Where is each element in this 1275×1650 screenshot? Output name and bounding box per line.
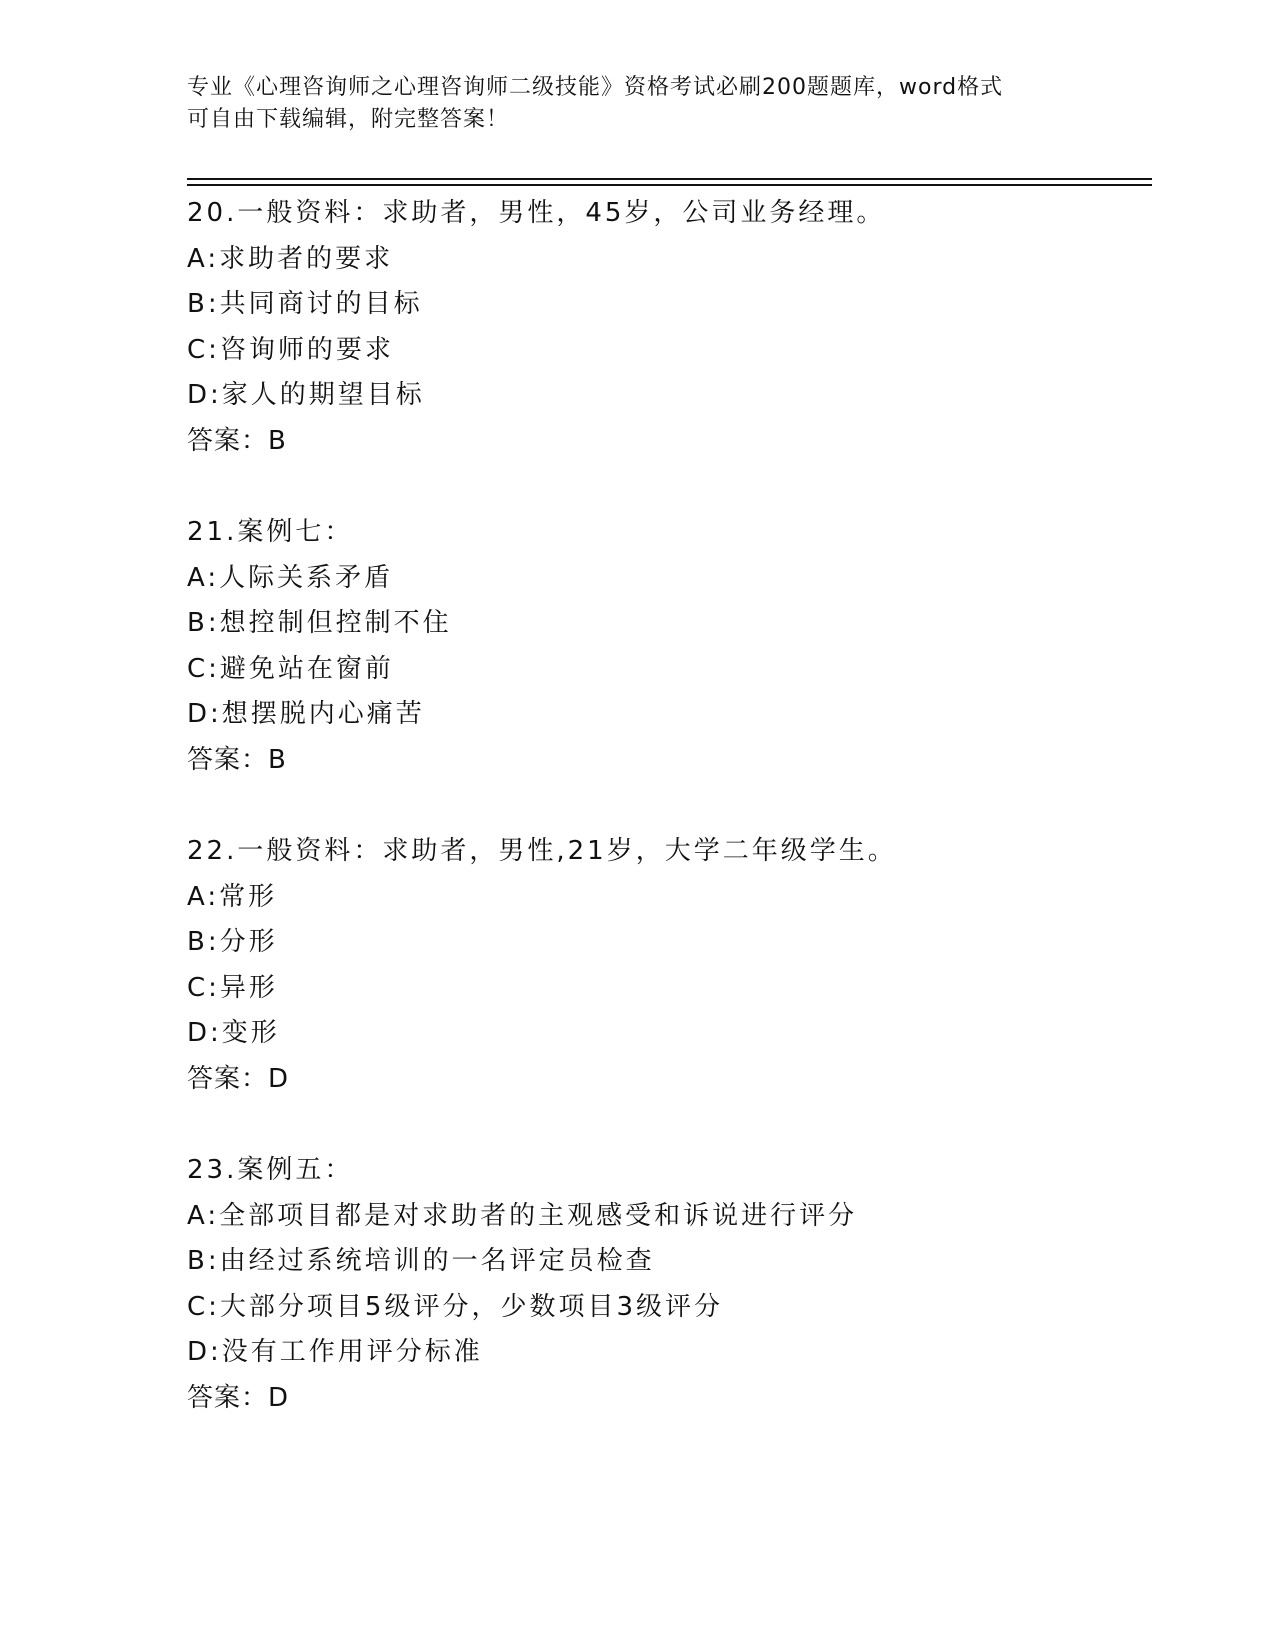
answer-line: 答案：B [187, 744, 287, 775]
option-c: C:避免站在窗前 [187, 653, 394, 684]
question-stem: 20.一般资料：求助者，男性，45岁，公司业务经理。 [187, 198, 886, 228]
question-stem: 23.案例五： [187, 1155, 354, 1185]
question-20 [187, 191, 1147, 464]
question-stem: 22.一般资料：求助者，男性,21岁，大学二年级学生。 [187, 836, 897, 866]
question-23 [187, 1148, 1147, 1421]
option-d: D:想摆脱内心痛苦 [187, 699, 425, 729]
option-c: C:异形 [187, 972, 278, 1003]
header-line-2: 可自由下载编辑，附完整答案！ [187, 107, 510, 132]
option-b: B:分形 [187, 927, 278, 957]
option-d: D:家人的期望目标 [187, 380, 425, 410]
question-21 [187, 510, 1147, 783]
answer-line: 答案：D [187, 1382, 290, 1413]
option-b: B:由经过系统培训的一名评定员检查 [187, 1246, 655, 1276]
option-c: C:大部分项目5级评分，少数项目3级评分 [187, 1291, 723, 1322]
question-22 [187, 829, 1147, 1102]
answer-line: 答案：D [187, 1063, 290, 1094]
question-list [187, 191, 1147, 1467]
answer-line: 答案：B [187, 425, 287, 456]
option-d: D:变形 [187, 1018, 280, 1048]
document-header [187, 72, 1087, 136]
option-a: A:人际关系矛盾 [187, 562, 394, 593]
header-divider-bottom [187, 184, 1152, 186]
question-stem: 21.案例七： [187, 517, 354, 547]
option-d: D:没有工作用评分标准 [187, 1337, 483, 1367]
option-c: C:咨询师的要求 [187, 334, 394, 365]
option-b: B:想控制但控制不住 [187, 608, 452, 638]
option-a: A:全部项目都是对求助者的主观感受和诉说进行评分 [187, 1200, 858, 1231]
option-b: B:共同商讨的目标 [187, 289, 423, 319]
header-divider-top [187, 178, 1152, 180]
option-a: A:求助者的要求 [187, 243, 394, 274]
option-a: A:常形 [187, 881, 278, 912]
header-line-1: 专业《心理咨询师之心理咨询师二级技能》资格考试必刷200题题库，word格式 [187, 75, 1004, 100]
